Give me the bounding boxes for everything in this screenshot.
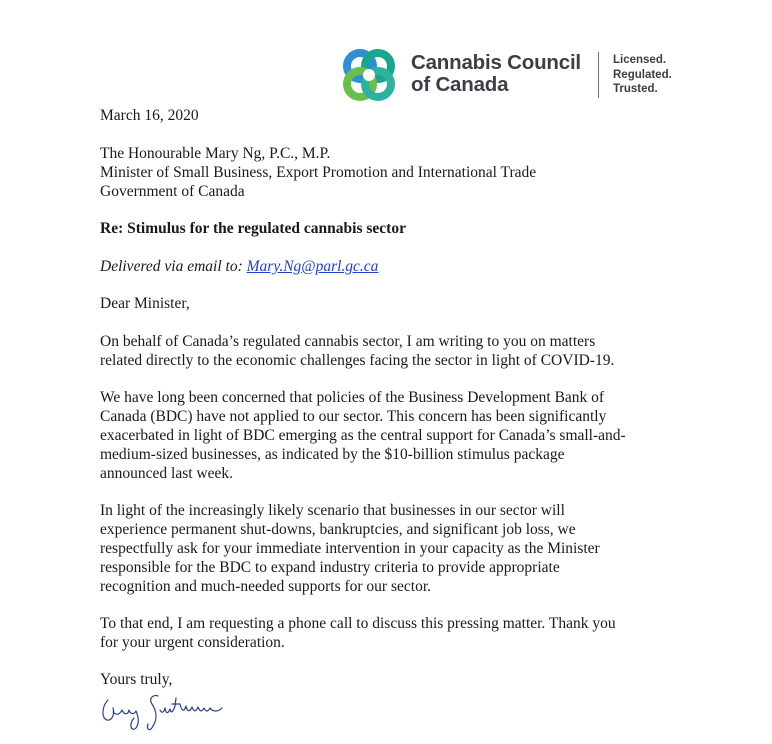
delivery-line	[100, 257, 378, 276]
email-link[interactable]: Mary.Ng@parl.gc.ca	[246, 258, 379, 275]
organization-name-line-1: Cannabis Council	[411, 51, 581, 74]
paragraph-4-line-2: for your urgent consideration.	[100, 634, 285, 651]
organization-name	[411, 52, 581, 96]
paragraph-2-line-5: announced last week.	[100, 465, 233, 482]
tagline-line-2: Regulated.	[613, 68, 672, 81]
delivery-prefix: Delivered via email to:	[100, 258, 243, 275]
tagline-line-3: Trusted.	[613, 83, 658, 95]
recipient-line-1: The Honourable Mary Ng, P.C., M.P.	[100, 145, 331, 162]
subject-line: Re: Stimulus for the regulated cannabis sector	[100, 220, 406, 237]
letter-date: March 16, 2020	[100, 107, 199, 124]
recipient-line-3: Government of Canada	[100, 183, 245, 200]
paragraph-3-line-1: In light of the increasingly likely scenario that businesses in our sector will	[100, 502, 565, 519]
paragraph-2-line-1: We have long been concerned that policies of the Business Development Bank of	[100, 389, 605, 406]
paragraph-2-line-2: Canada (BDC) have not applied to our sector. This concern has been significantly	[100, 408, 607, 425]
closing: Yours truly,	[100, 671, 173, 688]
paragraph-1-line-2: related directly to the economic challenges facing the sector in light of COVID-19.	[100, 352, 615, 369]
handwritten-signature	[98, 688, 238, 740]
paragraph-3-line-3: respectfully ask for your immediate intervention in your capacity as the Minister	[100, 540, 600, 557]
organization-name-line-2: of Canada	[411, 73, 509, 96]
recipient-line-2: Minister of Small Business, Export Promotion and International Trade	[100, 164, 537, 181]
interlocking-rings-logo-icon	[338, 44, 400, 106]
paragraph-4-line-1: To that end, I am requesting a phone call to discuss this pressing matter. Thank you	[100, 615, 616, 632]
paragraph-3-line-5: recognition and much-needed supports for our sector.	[100, 578, 432, 595]
tagline-line-1: Licensed.	[613, 54, 667, 66]
paragraph-3-line-2: experience permanent shut-downs, bankruptcies, and significant job loss, we	[100, 521, 576, 538]
paragraph-2-line-3: exacerbated in light of BDC emerging as the central support for Canada’s small-and-	[100, 427, 626, 444]
tagline	[613, 53, 672, 97]
paragraph-3-line-4: responsible for the BDC to expand industry criteria to provide appropriate	[100, 559, 560, 576]
paragraph-2-line-4: medium-sized businesses, as indicated by the $10-billion stimulus package	[100, 446, 565, 463]
paragraph-1-line-1: On behalf of Canada’s regulated cannabis sector, I am writing to you on matters	[100, 333, 596, 350]
letterhead-divider	[598, 52, 599, 98]
letterhead	[338, 44, 698, 110]
salutation: Dear Minister,	[100, 295, 190, 312]
